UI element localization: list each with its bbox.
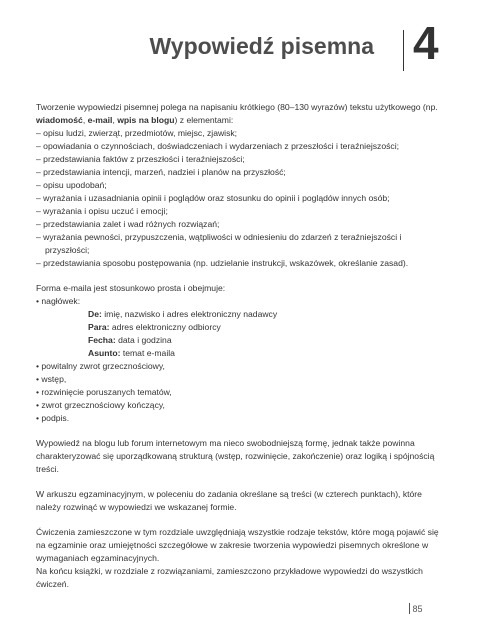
list-item: – wyrażania i uzasadniania opinii i poglądów oraz stosunku do opinii i poglądów innych osób; [36, 193, 390, 203]
intro-separator: , [112, 115, 118, 125]
page-content [36, 101, 448, 591]
list-item: – opisu upodobań; [36, 180, 107, 190]
email-structure-list [36, 295, 448, 425]
list-item: • powitalny zwrot grzecznościowy, [36, 361, 165, 371]
intro-bold-email: e-mail [87, 115, 113, 125]
email-field-subject [36, 347, 448, 360]
exam-paragraph: W arkuszu egzaminacyjnym, w poleceniu do zadania określane są treści (w czterech punktach), które należy rozwinąć w wypowiedzi we wskazanej formie. [36, 489, 422, 512]
intro-bold-blog: wpis na blogu [117, 115, 175, 125]
field-label: De: [88, 309, 102, 319]
chapter-title: Wypowiedź pisemna [149, 33, 374, 59]
solutions-paragraph: Na końcu książki, w rozdziale z rozwiązaniami, zamieszczono przykładowe wypowiedzi do wszystkich ćwiczeń. [36, 566, 423, 589]
list-item: • wstęp, [36, 374, 67, 384]
field-label: Asunto: [88, 348, 121, 358]
list-item: – przedstawiania intencji, marzeń, nadziei i planów na przyszłość; [36, 167, 286, 177]
page-number [405, 604, 423, 614]
email-section [36, 282, 448, 425]
chapter-divider [403, 30, 404, 71]
field-label: Para: [88, 322, 110, 332]
list-item: – przedstawiania faktów z przeszłości i teraźniejszości; [36, 154, 245, 164]
email-field-to [36, 321, 448, 334]
list-item: – przedstawiania zalet i wad różnych rozwiązań; [36, 219, 220, 229]
email-field-date [36, 334, 448, 347]
field-value: imię, nazwisko i adres elektroniczny nadawcy [101, 309, 278, 319]
list-item: • rozwinięcie poruszanych tematów, [36, 387, 172, 397]
element-list [36, 127, 448, 270]
list-item: – wyrażania i opisu uczuć i emocji; [36, 206, 168, 216]
list-item: • zwrot grzecznościowy kończący, [36, 400, 165, 410]
list-item: – opisu ludzi, zwierząt, przedmiotów, miejsc, zjawisk; [36, 128, 238, 138]
field-label: Fecha: [88, 335, 116, 345]
list-item: – wyrażania pewności, przypuszczenia, wątpliwości w odniesieniu do zdarzeń z teraźniejszości i przyszłości; [36, 232, 402, 255]
email-lead: Forma e-maila jest stosunkowo prosta i obejmuje: [36, 283, 226, 293]
intro-bold-message: wiadomość [36, 115, 83, 125]
intro-paragraph [36, 101, 448, 127]
chapter-number: 4 [413, 17, 439, 69]
list-item: – przedstawiania sposobu postępowania (np. udzielanie instrukcji, wskazówek, określanie zasad). [36, 258, 409, 268]
field-value: data i godzina [115, 335, 172, 345]
email-field-from [36, 308, 448, 321]
field-value: adres elektroniczny odbiorcy [109, 322, 221, 332]
list-item: – opowiadania o czynnościach, doświadczeniach i wydarzeniach z przeszłości i teraźniejszości; [36, 141, 400, 151]
intro-text: Tworzenie wypowiedzi pisemnej polega na napisaniu krótkiego (80–130 wyrazów) tekstu użytkowego (np. [36, 102, 438, 112]
field-value: temat e-maila [120, 348, 175, 358]
list-item: • nagłówek: [36, 296, 81, 306]
intro-text-end: ) z elementami: [174, 115, 234, 125]
blog-paragraph: Wypowiedź na blogu lub forum internetowym ma nieco swobodniejszą formę, jednak także powinna charakteryzować się uporządkowaną strukturą (wstęp, rozwinięcie, zakończenie) oraz logiką i spójnością treści. [36, 438, 435, 474]
list-item: • podpis. [36, 413, 70, 423]
exercises-paragraph: Ćwiczenia zamieszczone w tym rozdziale uwzględniają wszystkie rodzaje tekstów, które mogą pojawić się na egzaminie oraz umiejętności szczegółowe w zakresie tworzenia wypowiedzi pisemnych określone w wymaganiach egzaminacyjnych. [36, 527, 439, 563]
chapter-header [0, 0, 482, 90]
page-number-value: 85 [412, 604, 423, 614]
intro-separator: , [82, 115, 88, 125]
intro-section [36, 101, 448, 270]
